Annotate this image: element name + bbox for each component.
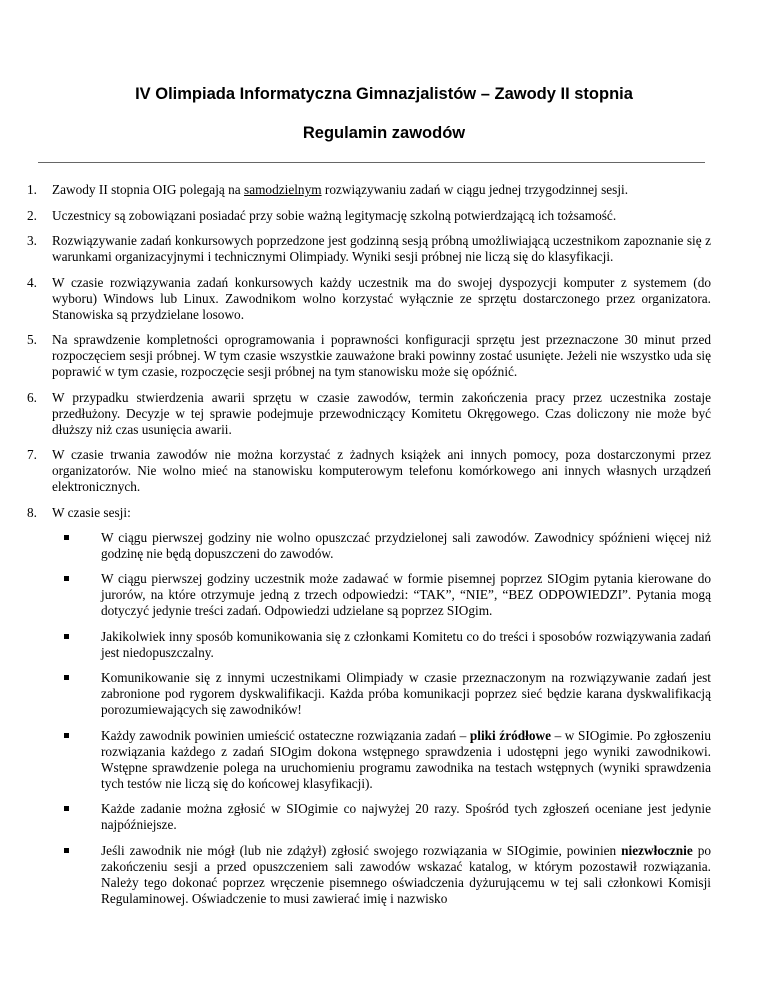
sub-item-text: po zakończeniu sesji a przed opuszczeniem sali zawodów wskazać katalog, w którym pozostawił rozwiązania. Należy tego dokonać poprzez wręczenie pisemnego oświadczenia dyżurującemu w tej sali członkowi Komisji Regulaminowej. Oświadczenie to musi zawierać imię i nazwisko [101,842,711,906]
session-rules-list [52,530,711,907]
rule-number: 5. [27,332,37,347]
rule-number: 4. [27,274,37,290]
sub-item-text: Jeśli zawodnik nie mógł (lub nie zdążył) zgłosić swojego rozwiązania w SIOgimie, powinien [101,842,622,858]
rules-content [27,182,711,916]
sub-item [52,530,711,562]
sub-item-text: – w SIOgimie. Po zgłoszeniu rozwiązania każdego z zadań SIOgim dokona wstępnego sprawdzenia i udostępni jego wyniki zawodnikowi. Wstępne sprawdzenie polega na uruchomieniu programu zawodnika na testach wstępnych (wyniki sprawdzenia tych testów nie liczą się do końcowej klasyfikacji). [101,727,712,791]
rule-item-2 [27,208,711,224]
square-bullet-icon [64,848,69,853]
sub-item [52,801,711,833]
square-bullet-icon [64,576,69,581]
sub-item-text: Komunikowanie się z innymi uczestnikami Olimpiady w czasie przeznaczonym na rozwiązywanie zadań jest zabronione pod rygorem dyskwalifikacji. Każda próba komunikacji poprzez sieć będzie karana dyskwalifikacją porozumiewających się zawodników! [101,670,711,717]
rule-number: 2. [27,207,37,223]
sub-item-text: Każdy zawodnik powinien umieścić ostateczne rozwiązania zadań – [101,727,470,743]
square-bullet-icon [64,806,69,811]
rule-item-8 [27,505,711,907]
square-bullet-icon [64,634,69,639]
rule-text-part: Zawody II stopnia OIG polegają na [52,182,245,197]
rule-number: 3. [27,233,37,248]
sub-item [52,670,711,718]
rule-text-part: rozwiązywaniu zadań w ciągu jednej trzygodzinnej sesji. [321,182,629,197]
rule-text: Uczestnicy są zobowiązani posiadać przy sobie ważną legitymację szkolną potwierdzającą ich tożsamość. [52,207,617,223]
sub-item-text: Każde zadanie można zgłosić w SIOgimie co najwyżej 20 razy. Spośród tych zgłoszeń oceniane jest jedynie najpóźniejsze. [101,801,711,832]
rule-number: 6. [27,389,37,405]
rule-item-7 [27,447,711,495]
bold-phrase: niezwłocznie [621,842,693,858]
sub-item-text: Jakikolwiek inny sposób komunikowania się z członkami Komitetu co do treści i sposobów rozwiązywania zadań jest niedopuszczalny. [101,628,711,660]
rule-item-6 [27,390,711,438]
rule-underlined-word: samodzielnym [244,182,322,197]
rule-item-3 [27,233,711,265]
rule-item-4 [27,275,711,323]
rule-number: 1. [27,182,37,197]
rule-item-1 [27,182,711,198]
rules-list [27,182,711,907]
rule-number: 7. [27,447,37,462]
sub-item [52,571,711,619]
sub-item [52,629,711,661]
rule-item-5 [27,332,711,380]
rule-text: W czasie sesji: [52,504,131,520]
document-title: IV Olimpiada Informatyczna Gimnazjalistów – Zawody II stopnia [135,85,633,103]
sub-item-text: W ciągu pierwszej godziny uczestnik może zadawać w formie pisemnej poprzez SIOgim pytania kierowane do jurorów, na które otrzymuje jedną z trzech odpowiedzi: “TAK”, “NIE”, “BEZ ODPOWIEDZI”. Pytania mogą dotyczyć jedynie treści zadań. Odpowiedzi udzielane są poprzez SIOgim. [101,571,711,618]
rule-text: W czasie trwania zawodów nie można korzystać z żadnych książek ani innych pomocy, poza dostarczonymi przez organizatorów. Nie wolno mieć na stanowisku komputerowym telefonu komórkowego ani innych własnych urządzeń elektronicznych. [52,447,711,494]
sub-item-text: W ciągu pierwszej godziny nie wolno opuszczać przydzielonej sali zawodów. Zawodnicy spóźnieni więcej niż godzinę nie będą dopuszczeni do zawodów. [101,529,711,561]
rule-text: Rozwiązywanie zadań konkursowych poprzedzone jest godzinną sesją próbną umożliwiającą uczestnikom zapoznanie się z warunkami organizacyjnymi i technicznymi Olimpiady. Wyniki sesji próbnej nie liczą się do klasyfikacji. [52,233,711,264]
horizontal-divider [38,162,705,163]
sub-item [52,843,711,907]
square-bullet-icon [64,733,69,738]
rule-text: W czasie rozwiązywania zadań konkursowych każdy uczestnik ma do swojej dyspozycji komputer z systemem (do wyboru) Windows lub Linux. Zawodnikom wolno korzystać wyłącznie ze sprzętu dostarczonego przez organizatora. Stanowiska są przydzielane losowo. [52,274,711,322]
rule-text: W przypadku stwierdzenia awarii sprzętu w czasie zawodów, termin zakończenia pracy przez uczestnika zostaje przedłużony. Decyzje w tej sprawie podejmuje przewodniczący Komitetu Okręgowego. Czas doliczony nie może być dłuższy niż czas usunięcia awarii. [52,389,711,437]
bold-phrase: pliki źródłowe [469,727,552,743]
square-bullet-icon [64,675,69,680]
rule-text: Na sprawdzenie kompletności oprogramowania i poprawności konfiguracji sprzętu jest przeznaczone 30 minut przed rozpoczęciem sesji próbnej. W tym czasie wszystkie zauważone braki powinny zostać usunięte. Jeżeli nie wszystko uda się poprawić w tym czasie, rozpoczęcie sesji próbnej na tym stanowisku może się opóźnić. [52,332,711,379]
document-subtitle: Regulamin zawodów [302,124,466,142]
square-bullet-icon [64,535,69,540]
sub-item [52,728,711,792]
rule-number: 8. [27,504,37,520]
